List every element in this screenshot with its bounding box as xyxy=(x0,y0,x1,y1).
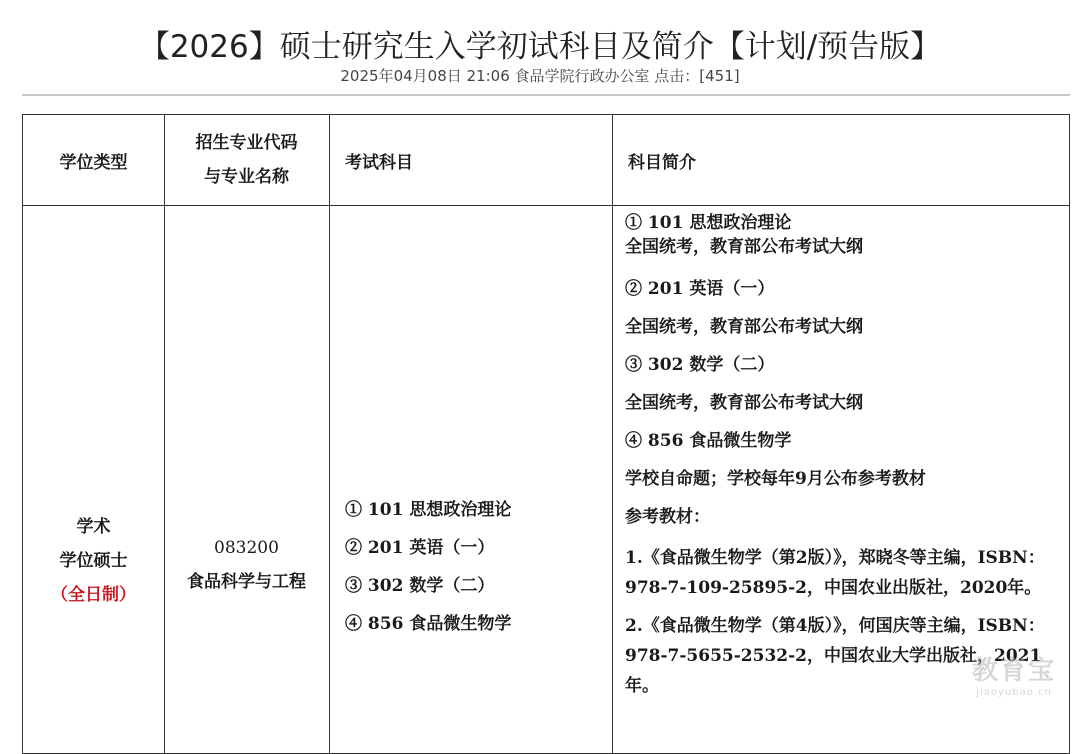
intro-line: ③ 302 数学（二） xyxy=(625,355,775,375)
header-subjects-label: 考试科目 xyxy=(345,152,413,173)
header-divider xyxy=(23,205,1069,206)
major-name: 食品科学与工程 xyxy=(187,572,306,592)
header-intro xyxy=(612,115,1071,205)
degree-fulltime-tag: （全日制） xyxy=(51,585,136,605)
header-major-line1: 招生专业代码 xyxy=(195,133,298,153)
subject-item: ① 101 思想政治理论 xyxy=(345,500,512,520)
intro-line: 全国统考，教育部公布考试大纲 xyxy=(625,393,863,413)
subject-item: ③ 302 数学（二） xyxy=(345,576,495,596)
major-code: 083200 xyxy=(214,538,279,558)
exam-subjects-table xyxy=(22,114,1070,754)
subject-item: ④ 856 食品微生物学 xyxy=(345,614,512,634)
intro-line: ② 201 英语（一） xyxy=(625,279,775,299)
intro-line: ④ 856 食品微生物学 xyxy=(625,431,792,451)
degree-line1: 学术 xyxy=(76,517,111,537)
intro-line: ① 101 思想政治理论 xyxy=(625,213,792,233)
degree-line2: 学位硕士 xyxy=(59,551,128,571)
major-cell xyxy=(164,531,329,599)
subject-item: ② 201 英语（一） xyxy=(345,538,495,558)
page-title: 【2026】硕士研究生入学初试科目及简介【计划/预告版】 xyxy=(138,29,942,65)
site-watermark xyxy=(972,650,1056,698)
watermark-domain: jiaoyubao.cn xyxy=(976,687,1052,698)
header-major xyxy=(164,115,329,205)
header-degree-type xyxy=(23,115,164,205)
header-subjects xyxy=(329,115,612,205)
header-intro-label: 科目简介 xyxy=(628,152,696,173)
column-divider xyxy=(612,115,613,753)
intro-line: 学校自命题；学校每年9月公布参考教材 xyxy=(625,469,926,489)
column-divider xyxy=(329,115,330,753)
intro-line: 全国统考，教育部公布考试大纲 xyxy=(625,237,863,257)
degree-type-cell xyxy=(23,510,164,612)
intro-line: 参考教材： xyxy=(625,507,710,527)
watermark-logo-text: 教育宝 xyxy=(971,656,1056,686)
subjects-cell xyxy=(345,491,511,643)
article-meta: 2025年04月08日 21:06 食品学院行政办公室 点击：[451] xyxy=(340,67,740,85)
intro-cell xyxy=(625,211,1065,709)
column-divider xyxy=(164,115,165,753)
header-degree-type-label: 学位类型 xyxy=(59,152,128,173)
intro-reference-1: 1.《食品微生物学（第2版）》，郑晓冬等主编，ISBN：978-7-109-25895-2，中国农业出版社，2020年。 xyxy=(625,548,1045,598)
intro-reference-2: 2.《食品微生物学（第4版）》，何国庆等主编，ISBN：978-7-5655-2532-2，中国农业大学出版社，2021年。 xyxy=(625,616,1045,696)
header-major-line2: 与专业名称 xyxy=(204,167,289,187)
title-divider xyxy=(22,94,1070,96)
intro-line: 全国统考，教育部公布考试大纲 xyxy=(625,317,863,337)
